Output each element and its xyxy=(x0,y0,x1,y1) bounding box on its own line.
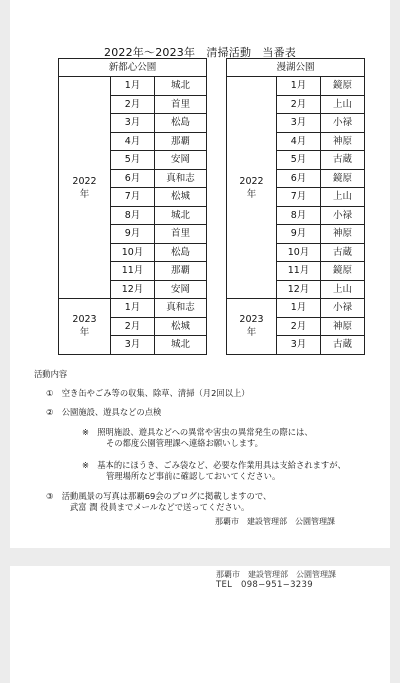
left-month-cell: 4月 xyxy=(111,132,155,151)
right-year-cell xyxy=(227,299,277,355)
right-month-cell: 5月 xyxy=(277,151,321,170)
left-month-cell: 6月 xyxy=(111,169,155,188)
left-district-cell: 真和志 xyxy=(155,299,207,318)
note-1-line-2: その都度公園管理課へ連絡お願いします。 xyxy=(106,438,263,448)
left-month-cell: 2月 xyxy=(111,317,155,336)
note-2-line-1: ※ 基本的にほうき、ごみ袋など、必要な作業用具は支給されますが、 xyxy=(82,460,346,470)
column-gap xyxy=(207,299,227,318)
column-gap xyxy=(207,95,227,114)
left-district-cell: 城北 xyxy=(155,336,207,355)
left-month-cell: 1月 xyxy=(111,299,155,318)
right-month-cell: 2月 xyxy=(277,95,321,114)
left-month-cell: 11月 xyxy=(111,262,155,281)
column-gap xyxy=(207,262,227,281)
right-district-cell: 上山 xyxy=(321,95,365,114)
left-district-cell: 首里 xyxy=(155,95,207,114)
right-district-cell: 鏡原 xyxy=(321,169,365,188)
activity-item-3 xyxy=(46,491,271,513)
column-gap xyxy=(207,114,227,133)
table-row xyxy=(59,77,365,96)
left-month-cell: 3月 xyxy=(111,114,155,133)
year-suffix: 年 xyxy=(79,188,90,200)
activity-item-1: ① 空き缶やごみ等の収集、除草、清掃（月2回以上） xyxy=(46,388,250,398)
column-gap xyxy=(207,188,227,207)
right-month-cell: 2月 xyxy=(277,317,321,336)
left-month-cell: 10月 xyxy=(111,243,155,262)
table-header-row xyxy=(59,59,365,77)
column-gap xyxy=(207,206,227,225)
column-gap xyxy=(207,59,227,77)
right-district-cell: 鏡原 xyxy=(321,77,365,96)
left-month-cell: 12月 xyxy=(111,280,155,299)
column-gap xyxy=(207,132,227,151)
right-district-cell: 神原 xyxy=(321,225,365,244)
right-district-cell: 小禄 xyxy=(321,206,365,225)
footer-dept-partial: 那覇市 建設管理部 公園管理課 xyxy=(215,517,335,526)
left-district-cell: 松城 xyxy=(155,188,207,207)
left-district-cell: 首里 xyxy=(155,225,207,244)
column-gap xyxy=(207,280,227,299)
activity-heading: 活動内容 xyxy=(34,369,68,379)
right-month-cell: 12月 xyxy=(277,280,321,299)
year-suffix: 年 xyxy=(246,188,257,200)
right-district-cell: 小禄 xyxy=(321,114,365,133)
right-district-cell: 鏡原 xyxy=(321,262,365,281)
right-month-cell: 11月 xyxy=(277,262,321,281)
right-district-cell: 神原 xyxy=(321,317,365,336)
column-gap xyxy=(207,336,227,355)
column-gap xyxy=(207,169,227,188)
year-suffix: 年 xyxy=(79,327,90,339)
page-title: 2022年〜2023年 清掃活動 当番表 xyxy=(104,46,296,59)
right-month-cell: 7月 xyxy=(277,188,321,207)
right-year-cell xyxy=(227,77,277,299)
left-district-cell: 那覇 xyxy=(155,132,207,151)
left-month-cell: 8月 xyxy=(111,206,155,225)
right-district-cell: 古蔵 xyxy=(321,151,365,170)
item-3-line-1: ③ 活動風景の写真は那覇69会のブログに掲載しますので、 xyxy=(46,491,272,501)
right-month-cell: 10月 xyxy=(277,243,321,262)
year-number: 2022 xyxy=(72,175,97,187)
activity-note-2 xyxy=(82,460,346,482)
left-district-cell: 安岡 xyxy=(155,151,207,170)
right-month-cell: 3月 xyxy=(277,336,321,355)
right-month-cell: 1月 xyxy=(277,299,321,318)
left-district-cell: 安岡 xyxy=(155,280,207,299)
left-district-cell: 真和志 xyxy=(155,169,207,188)
right-park-header: 漫湖公園 xyxy=(227,59,365,77)
right-district-cell: 古蔵 xyxy=(321,243,365,262)
right-district-cell: 神原 xyxy=(321,132,365,151)
left-district-cell: 城北 xyxy=(155,206,207,225)
right-month-cell: 6月 xyxy=(277,169,321,188)
year-number: 2023 xyxy=(239,314,264,326)
right-district-cell: 上山 xyxy=(321,280,365,299)
activity-note-1 xyxy=(82,427,313,449)
column-gap xyxy=(207,317,227,336)
column-gap xyxy=(207,225,227,244)
column-gap xyxy=(207,151,227,170)
left-month-cell: 9月 xyxy=(111,225,155,244)
year-suffix: 年 xyxy=(246,327,257,339)
left-year-cell xyxy=(59,299,111,355)
second-page xyxy=(10,566,390,683)
left-district-cell: 那覇 xyxy=(155,262,207,281)
right-month-cell: 8月 xyxy=(277,206,321,225)
activity-item-2: ② 公園施設、遊具などの点検 xyxy=(46,407,162,417)
column-gap xyxy=(207,77,227,96)
left-district-cell: 松島 xyxy=(155,243,207,262)
left-month-cell: 7月 xyxy=(111,188,155,207)
right-district-cell: 古蔵 xyxy=(321,336,365,355)
item-3-line-2: 武富 潤 役員までメールなどで送ってください。 xyxy=(70,502,250,512)
left-month-cell: 2月 xyxy=(111,95,155,114)
note-2-line-2: 管理場所など事前に確認しておいてください。 xyxy=(106,471,281,481)
year-number: 2023 xyxy=(72,314,97,326)
left-month-cell: 1月 xyxy=(111,77,155,96)
right-month-cell: 1月 xyxy=(277,77,321,96)
left-month-cell: 3月 xyxy=(111,336,155,355)
footer-tel: TEL 098−951−3239 xyxy=(216,580,313,590)
left-district-cell: 松島 xyxy=(155,114,207,133)
roster-sheet xyxy=(10,0,390,548)
right-month-cell: 4月 xyxy=(277,132,321,151)
left-year-cell xyxy=(59,77,111,299)
right-district-cell: 小禄 xyxy=(321,299,365,318)
table-row xyxy=(59,299,365,318)
year-number: 2022 xyxy=(239,175,264,187)
left-district-cell: 城北 xyxy=(155,77,207,96)
left-park-header: 新都心公園 xyxy=(59,59,207,77)
right-month-cell: 3月 xyxy=(277,114,321,133)
column-gap xyxy=(207,243,227,262)
left-month-cell: 5月 xyxy=(111,151,155,170)
right-district-cell: 上山 xyxy=(321,188,365,207)
footer-block xyxy=(216,569,336,591)
footer-dept: 那覇市 建設管理部 公園管理課 xyxy=(216,570,336,579)
roster-table xyxy=(58,58,365,355)
note-1-line-1: ※ 照明施設、遊具などへの異常や害虫の異常発生の際には、 xyxy=(82,427,313,437)
right-month-cell: 9月 xyxy=(277,225,321,244)
left-district-cell: 松城 xyxy=(155,317,207,336)
